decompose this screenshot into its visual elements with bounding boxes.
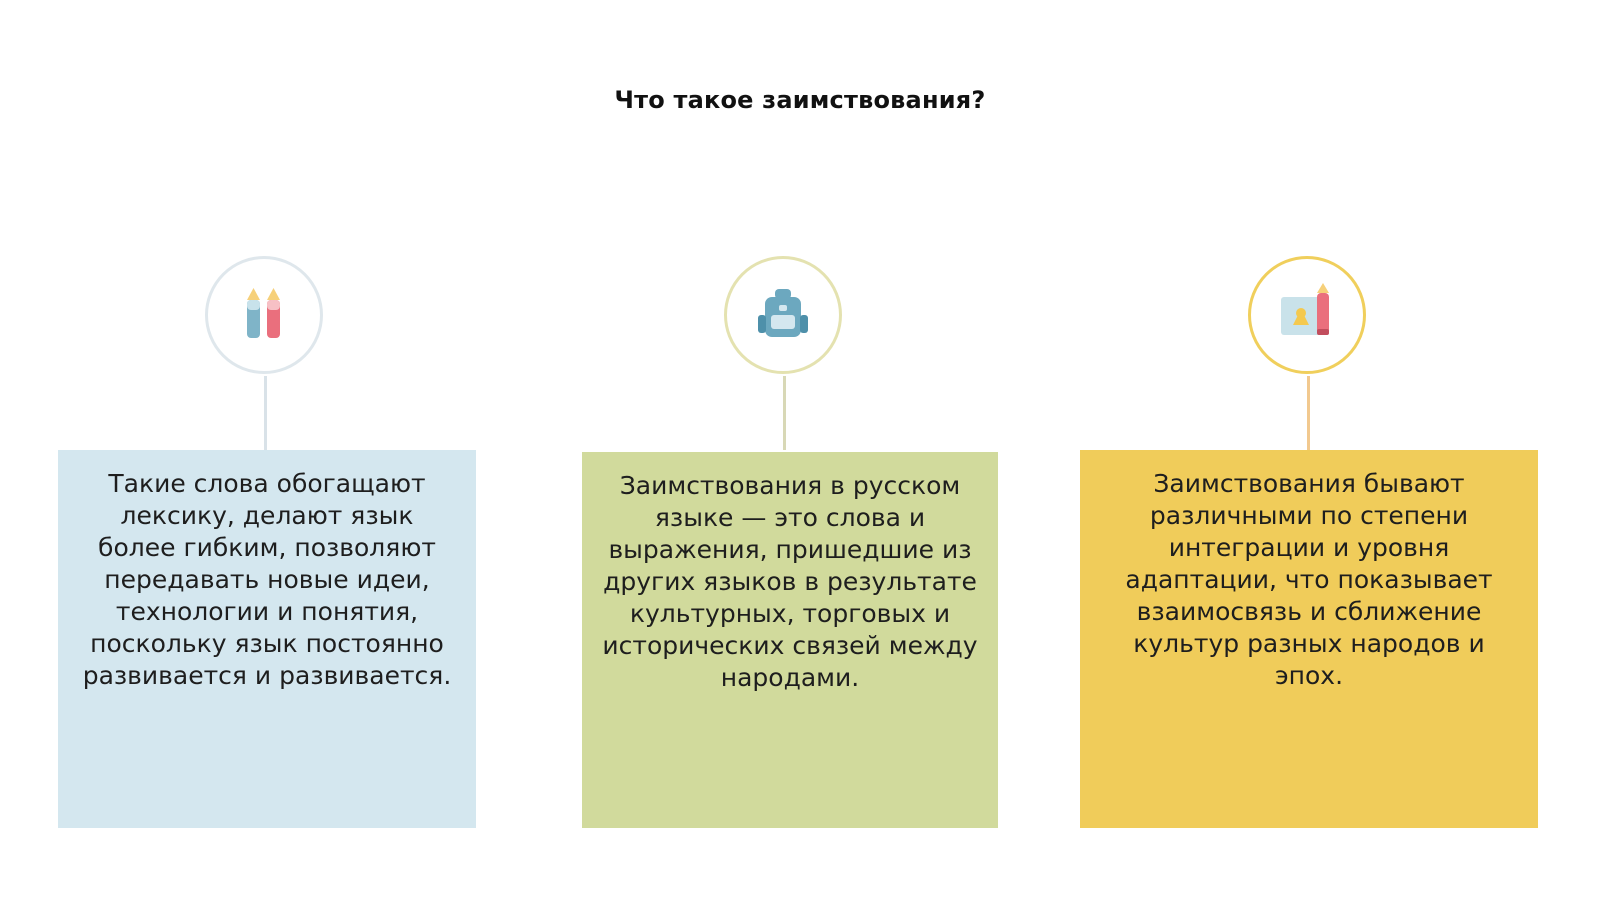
info-card [58, 450, 476, 828]
connector-line [264, 376, 267, 450]
slide-title: Что такое заимствования? [614, 86, 986, 114]
info-card [582, 452, 998, 828]
card-text: Заимствования в русском языке — это слова и выражения, пришедшие из других языков в результате культурных, торговых и исторических связей между народами. [602, 471, 978, 692]
card-text: Такие слова обогащают лексику, делают язык более гибким, позволяют передавать новые идеи, технологии и понятия, поскольку язык постоянно развивается и развивается. [82, 469, 452, 690]
pencils-icon [205, 256, 323, 374]
card-text: Заимствования бывают различными по степени интеграции и уровня адаптации, что показывает взаимосвязь и сближение культур разных народов и эпох. [1125, 469, 1493, 690]
connector-line [783, 376, 786, 450]
connector-line [1307, 376, 1310, 450]
backpack-icon [724, 256, 842, 374]
drawing-icon [1248, 256, 1366, 374]
info-card [1080, 450, 1538, 828]
